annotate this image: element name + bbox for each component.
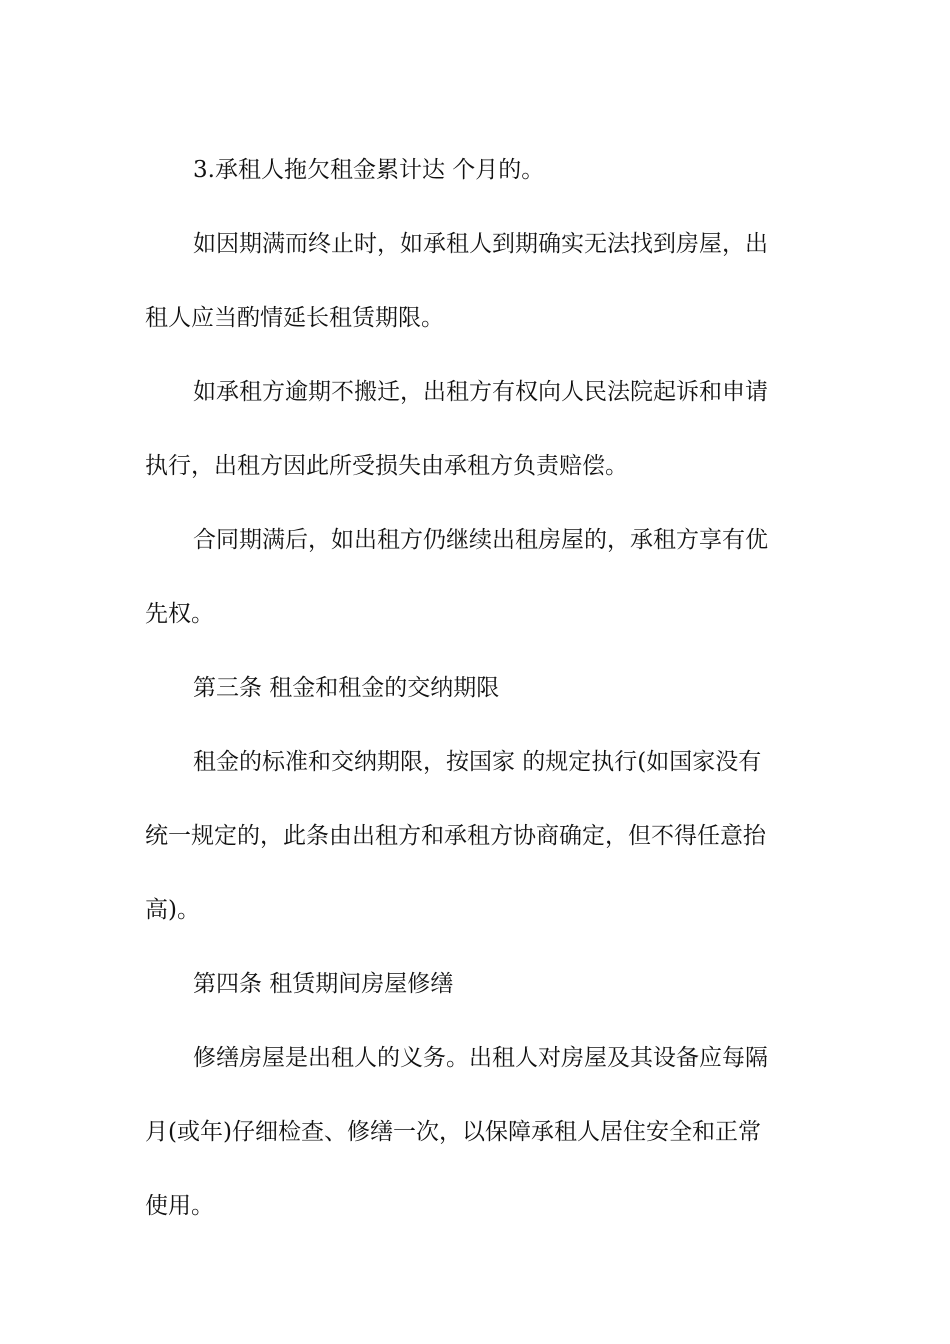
text-line-overdue-1: 如承租方逾期不搬迁，出租方有权向人民法院起诉和申请 <box>193 379 768 405</box>
document-body <box>145 133 807 1243</box>
article-3-heading: 第三条 租金和租金的交纳期限 <box>193 675 500 701</box>
text-line-expiry-2: 租人应当酌情延长租赁期限。 <box>145 305 444 331</box>
text-line-expiry-1: 如因期满而终止时，如承租人到期确实无法找到房屋，出 <box>193 231 768 257</box>
text-line-clause-3: 3.承租人拖欠租金累计达 个月的。 <box>193 157 545 183</box>
article-4-heading: 第四条 租赁期间房屋修缮 <box>193 971 454 997</box>
text-line-rent-2: 统一规定的，此条由出租方和承租方协商确定，但不得任意抬 <box>145 823 766 849</box>
text-line-rent-1: 租金的标准和交纳期限，按国家 的规定执行(如国家没有 <box>193 749 762 775</box>
text-line-repair-1: 修缮房屋是出租人的义务。出租人对房屋及其设备应每隔 <box>193 1045 768 1071</box>
text-line-priority-1: 合同期满后，如出租方仍继续出租房屋的，承租方享有优 <box>193 527 768 553</box>
text-line-repair-3: 使用。 <box>145 1193 214 1219</box>
text-line-overdue-2: 执行，出租方因此所受损失由承租方负责赔偿。 <box>145 453 628 479</box>
text-line-rent-3: 高)。 <box>145 897 200 923</box>
text-line-priority-2: 先权。 <box>145 601 214 627</box>
text-line-repair-2: 月(或年)仔细检查、修缮一次，以保障承租人居住安全和正常 <box>145 1119 761 1145</box>
